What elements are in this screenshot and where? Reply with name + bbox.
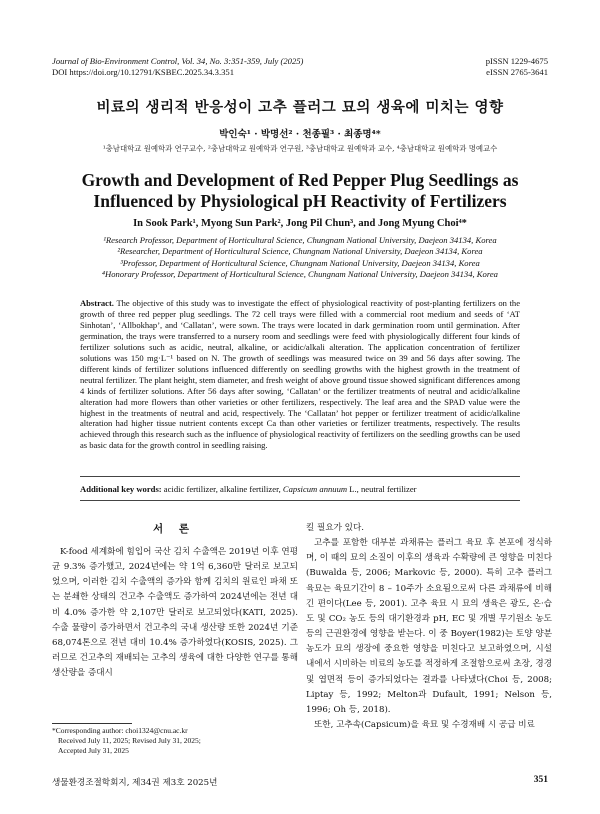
abstract-label: Abstract. [80, 298, 114, 308]
abstract-divider-bottom [80, 500, 520, 501]
korean-authors: 박인숙¹ · 박명선² · 천종필³ · 최종명⁴* [219, 129, 381, 140]
keywords-text-2: L., neutral fertilizer [347, 484, 417, 494]
corresponding-author: *Corresponding author: choi1324@cnu.ac.kr [52, 726, 188, 735]
footnote-divider [52, 723, 132, 724]
english-authors: In Sook Park¹, Myong Sun Park², Jong Pil Chun³, and Jong Myung Choi⁴* [133, 218, 467, 229]
paragraph: 킬 필요가 있다. [306, 523, 365, 533]
pissn: pISSN 1229-4675 [485, 56, 548, 66]
paragraph: K-food 세계화에 힘입어 국산 김치 수출액은 2019년 이후 연평균 9.3% 증가했고, 2024년에는 약 1억 6,360만 달러로 보고되었으며, 이러한 김치 수출액의 증가와 함께 김치의 원료인 파채 또는 분쇄한 상태의 건고추 수출액도 증가하여 2024년에는 전년 대비 4.0% 증가한 약 2,107만 달러로 보고되었다(KATI, 2025). 수출 물량이 증가하면서 건고추의 국내 생산량 또한 2024년 기준 68,074톤으로 전년 대비 10.4% 증가하였다(KOSIS, 2025). 그러므로 건고추의 재배되는 고추의 생육에 대한 다양한 연구를 통해 생산량을 증대시 [52, 547, 298, 679]
korean-affiliations: ¹충남대학교 원예학과 연구교수, ²충남대학교 원예학과 연구원, ³충남대학교 원예학과 교수, ⁴충남대학교 원예학과 명예교수 [102, 144, 498, 153]
journal-citation: Journal of Bio-Environment Control, Vol. 34, No. 3:351-359, July (2025) [52, 56, 304, 66]
body-column-right [306, 521, 552, 733]
journal-header [52, 56, 303, 78]
footer-journal: 생물환경조절학회지, 제34권 제3호 2025년 [52, 778, 218, 788]
affiliation-4: ⁴Honorary Professor, Department of Horticultural Science, Chungnam National University, Daejeon 34134, Korea [102, 268, 498, 279]
english-title: Growth and Development of Red Pepper Plug Seedlings as Influenced by Physiological pH Reactivity of Fertilizers [81, 170, 519, 211]
received-dates: Received July 11, 2025; Revised July 31, 2025; [58, 736, 201, 746]
paragraph: 또한, 고추속(Capsicum)을 육묘 및 수경재배 시 공급 비료 [314, 720, 535, 731]
english-affiliations [40, 235, 560, 280]
footnote [52, 726, 298, 757]
affiliation-2: ²Researcher, Department of Horticultural Science, Chungnam National University, Daejeon 34134, Korea [117, 246, 483, 257]
abstract-divider-top [80, 476, 520, 477]
korean-title: 비료의 생리적 반응성이 고추 플러그 묘의 생육에 미치는 영향 [96, 99, 504, 116]
affiliation-3: ³Professor, Department of Horticultural Science, Chungnam National University, Daejeon 34134, Korea [120, 257, 480, 268]
affiliation-1: ¹Research Professor, Department of Horticultural Science, Chungnam National University, Daejeon 34134, Korea [103, 235, 497, 245]
keywords-label: Additional key words: [80, 484, 162, 494]
paragraph: 고추를 포함한 대부분 과채류는 플러그 육묘 후 본포에 정식하며, 이 때의 묘의 소질이 이후의 생육과 수확량에 큰 영향을 미친다(Buwalda 등, 2006; Markovic 등, 2000). 특히 고추 플러그 육묘는 육묘기간이 8 – 10주가 소요됨으로써 다른 과채류에 비해 긴 편이다(Lee 등, 2001). 고추 육묘 시 묘의 생육은 광도, 온·습도 및 CO₂ 농도 등의 대기환경과 pH, EC 및 개별 무기원소 농도 등의 근권환경에 영향을 받는다. 이 중 Boyer(1982)는 토양 양분 농도가 묘의 생장에 중요한 영향을 미친다고 보고하였으며, 시설 내에서 시비하는 비료의 농도를 적정하게 조절함으로써 초장, 경경 및 엽면적 등이 증가되었다는 결과를 나타냈다(Choi 등, 2008; Liptay 등, 1992; Melton과 Dufault, 1991; Nelson 등, 1996; Oh 등, 2018). [306, 538, 552, 715]
keywords-text-1: acidic fertilizer, alkaline fertilizer, [161, 484, 283, 494]
doi-line[interactable]: DOI https://doi.org/10.12791/KSBEC.2025.34.3.351 [52, 67, 234, 77]
keywords [80, 484, 520, 494]
abstract-text: The objective of this study was to investigate the effect of physiological reactivity of post-planting fertilizers on the growth of three red pepper plug seedlings. The 72 cell trays were filled with a commercial root medium and seeds of ‘AT Sinhotan’, ‘Allbokhap’, and ‘Callatan’, were sown. The trays were located in dark germination room until germination. After germination, the trays were transferred to a nursery room and seedlings were feed with physiologically different four kinds of fertilizer solutions such as acidic, neutral, alkaline, or acidic/alkali alteration. The application concentration of fertilizer solutions was 150 mg·L⁻¹ based on N. The growth of seedlings was measured twice on 39 and 56 days after sowing. The different kinds of fertilizer solutions influenced differently on seedling growths with the highest growth in the treatment of neutral fertilizer. The plant height, stem diameter, and fresh weight of above ground tissue showed significant differences among 4 kinds of fertilizer solutions. After 56 days after sowing, ‘Callatan’ or the fertilizer treatments of neutral and acidic/alkaline alteration had more flowers than other varieties or other fertilizers, respectively. The leaf area and the SPAD value were the highest in the treatments of neutral and acid, respectively. The ‘Callatan’ hot pepper or fertilizer treatment of acidic/alkaline alteration had higher tissue nutrient contents except Ca than other varieties or fertilizer treatments, respectively. The results achieved through this research such as the influence of physiological reactivity of fertilizers on the seedling growths can be used as basic data for the growth control in seedling raising. [80, 298, 520, 451]
body-column-left [52, 545, 298, 681]
page-number: 351 [533, 775, 548, 785]
introduction-heading: 서 론 [153, 523, 195, 535]
eissn: eISSN 2765-3641 [486, 67, 548, 77]
keywords-italic: Capsicum annuum [282, 484, 348, 494]
issn-block [486, 56, 548, 78]
abstract [80, 298, 520, 451]
accepted-date: Accepted July 31, 2025 [58, 746, 129, 756]
